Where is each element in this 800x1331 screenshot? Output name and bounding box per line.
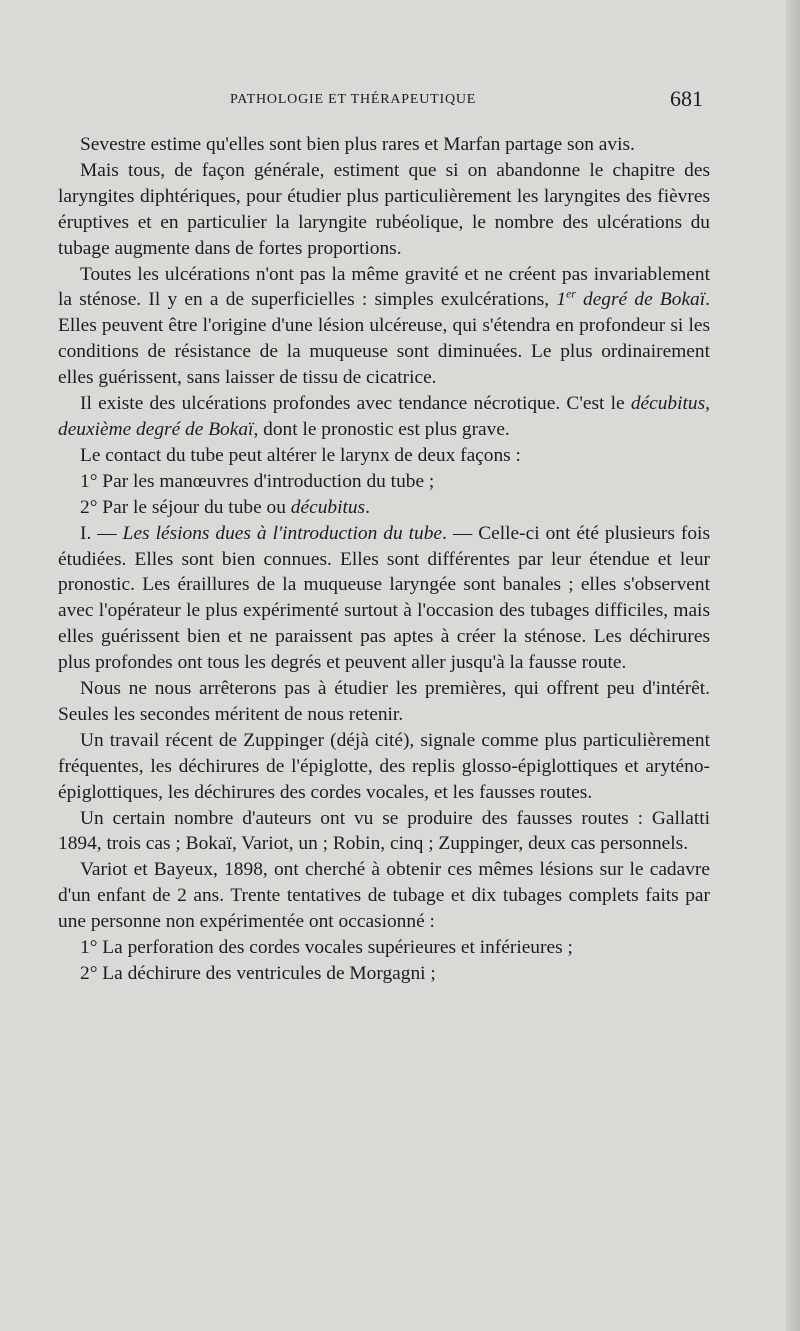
- list-item-sejour: 2° Par le séjour du tube ou décubitus.: [80, 496, 370, 518]
- running-title: PATHOLOGIE ET THÉRAPEUTIQUE: [230, 92, 477, 107]
- list-item-dechirure: 2° La déchirure des ventricules de Morgagni ;: [80, 963, 436, 984]
- scan-edge-shadow: [786, 0, 800, 1331]
- page-number: 681: [670, 86, 703, 111]
- paragraph-ulcerations: Toutes les ulcérations n'ont pas la même gravité et ne créent pas invariablement la sténose. Il y en a de superficielles : simples exulcérations, 1er degré de Bokaï. Elles peuvent être l'origine d'une lésion ulcéreuse, qui s'étendra en profondeur si les conditions de résistance de la muqueuse sont diminuées. Le plus ordinairement elles guérissent, sans laisser de tissu de cicatrice.: [58, 263, 710, 389]
- paragraph-section-i: I. — Les lésions dues à l'introduction du tube. — Celle-ci ont été plusieurs fois étudiées. Elles sont bien connues. Elles sont différentes par leur étendue et leur pronostic. Les éraillures de la muqueuse laryngée sont banales ; elles s'observent avec l'opérateur le plus expérimenté surtout à l'occasion des tubages difficiles, mais elles guérissent bien et ne paraissent pas aptes à créer la sténose. Les déchirures plus profondes ont tous les degrés et peuvent aller jusqu'à la fausse route.: [58, 522, 710, 674]
- paragraph-premieres: Nous ne nous arrêterons pas à étudier les premières, qui offrent peu d'intérêt. Seules les secondes méritent de nous retenir.: [58, 678, 710, 725]
- section-heading: Les lésions dues à l'introduction du tube: [122, 522, 443, 544]
- decubitus-term: décubitus, deuxième degré de Bokaï: [58, 393, 710, 440]
- list-item-introduction: 1° Par les manœuvres d'introduction du tube ;: [80, 470, 435, 492]
- paragraph-fausses-routes: Un certain nombre d'auteurs ont vu se produire des fausses routes : Gallatti 1894, trois cas ; Bokaï, Variot, un ; Robin, cinq ; Zuppinger, deux cas personnels.: [58, 807, 710, 855]
- paragraph-sevestre: Sevestre estime qu'elles sont bien plus rares et Marfan partage son avis.: [80, 134, 635, 155]
- paragraph-contact: Le contact du tube peut altérer le larynx de deux façons :: [80, 444, 521, 466]
- degree-reference: 1er degré de Bokaï: [556, 287, 706, 311]
- body-text: [58, 132, 710, 987]
- paragraph-zuppinger: Un travail récent de Zuppinger (déjà cité), signale comme plus particulièrement fréquentes, les déchirures de l'épiglotte, des replis glosso-épiglottiques et aryténo-épiglottiques, les déchirures des cordes vocales, et les fausses routes.: [58, 729, 710, 803]
- decubitus-term-2: décubitus: [290, 496, 366, 518]
- paragraph-variot-bayeux: Variot et Bayeux, 1898, ont cherché à obtenir ces mêmes lésions sur le cadavre d'un enfant de 2 ans. Trente tentatives de tubage et dix tubages complets faits par une personne non expérimentée ont occasionné :: [58, 859, 710, 933]
- paragraph-decubitus: Il existe des ulcérations profondes avec tendance nécrotique. C'est le décubitus, deuxième degré de Bokaï, dont le pronostic est plus grave.: [58, 393, 710, 440]
- paragraph-laryngites: Mais tous, de façon générale, estiment que si on abandonne le chapitre des laryngites diphtériques, pour étudier plus particulièrement les laryngites des fièvres éruptives et en particulier la laryngite rubéolique, le nombre des ulcérations du tubage augmente dans de fortes proportions.: [58, 159, 710, 259]
- list-item-perforation: 1° La perforation des cordes vocales supérieures et inférieures ;: [80, 937, 573, 959]
- running-head: [0, 88, 800, 118]
